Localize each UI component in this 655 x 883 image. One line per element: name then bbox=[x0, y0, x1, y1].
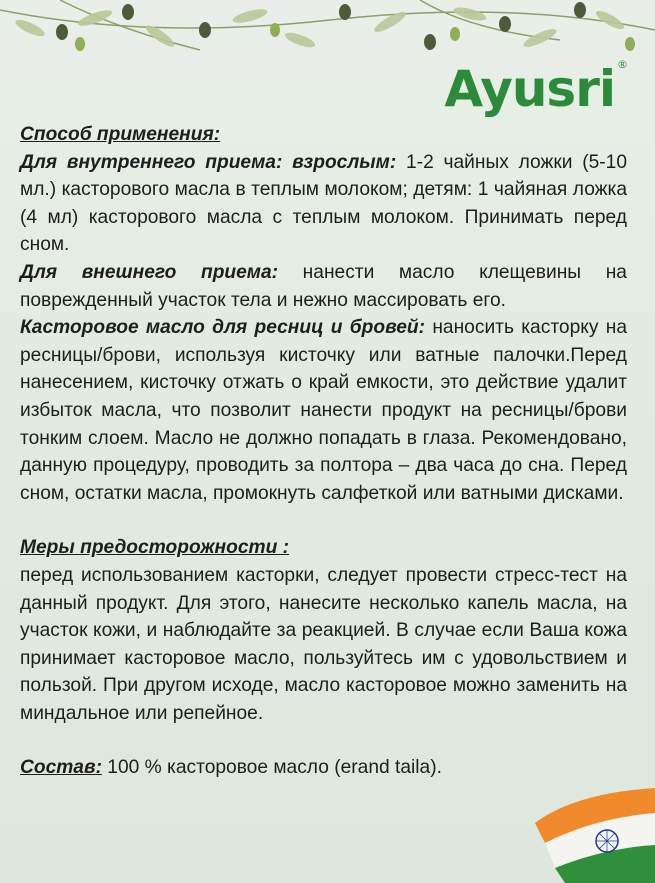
internal-use-paragraph: Для внутреннего приема: взрослым: 1-2 чайных ложки (5-10 мл.) касторового масла в теплым молоком; детям: 1 чайяная ложка (4 мл) касторового масла с теплым молоком. Принимать перед сном. bbox=[20, 151, 628, 256]
precautions-paragraph: перед использованием касторки, следует провести стресс-тест на данный продукт. Для этого, нанесите несколько капель масла, на участок кожи, и наблюдайте за реакцией. В случае если Ваша кожа принимает касторовое масло, пользуйтесь им с удовольствием и пользой. При другом исходе, масло касторовое можно заменить на миндальное или репейное. bbox=[20, 564, 627, 724]
brand-logo: Ayusri ® bbox=[444, 58, 627, 118]
product-instructions bbox=[20, 121, 627, 782]
india-flag-icon bbox=[535, 783, 655, 883]
usage-heading: Способ применения: bbox=[20, 124, 221, 145]
composition-paragraph: Состав: 100 % касторовое масло (erand taila). bbox=[20, 757, 442, 779]
lashes-brows-paragraph: Касторовое масло для ресниц и бровей: наносить касторку на ресницы/брови, используя кисточку или ватные палочки.Перед нанесением, кисточку отжать о край емкости, это действие удалит избыток масла, что позволит нанести продукт на ресницы/брови тонким слоем. Масло не должно попадать в глаза. Рекомендовано, данную процедуру, проводить за полтора – два часа до сна. Перед сном, остатки масла, промокнуть салфеткой или ватными дисками. bbox=[20, 317, 627, 504]
external-use-paragraph: Для внешнего приема: нанести масло клещевины на поврежденный участок тела и нежно массировать его. bbox=[20, 261, 627, 311]
precautions-heading: Меры предосторожности : bbox=[20, 537, 290, 559]
